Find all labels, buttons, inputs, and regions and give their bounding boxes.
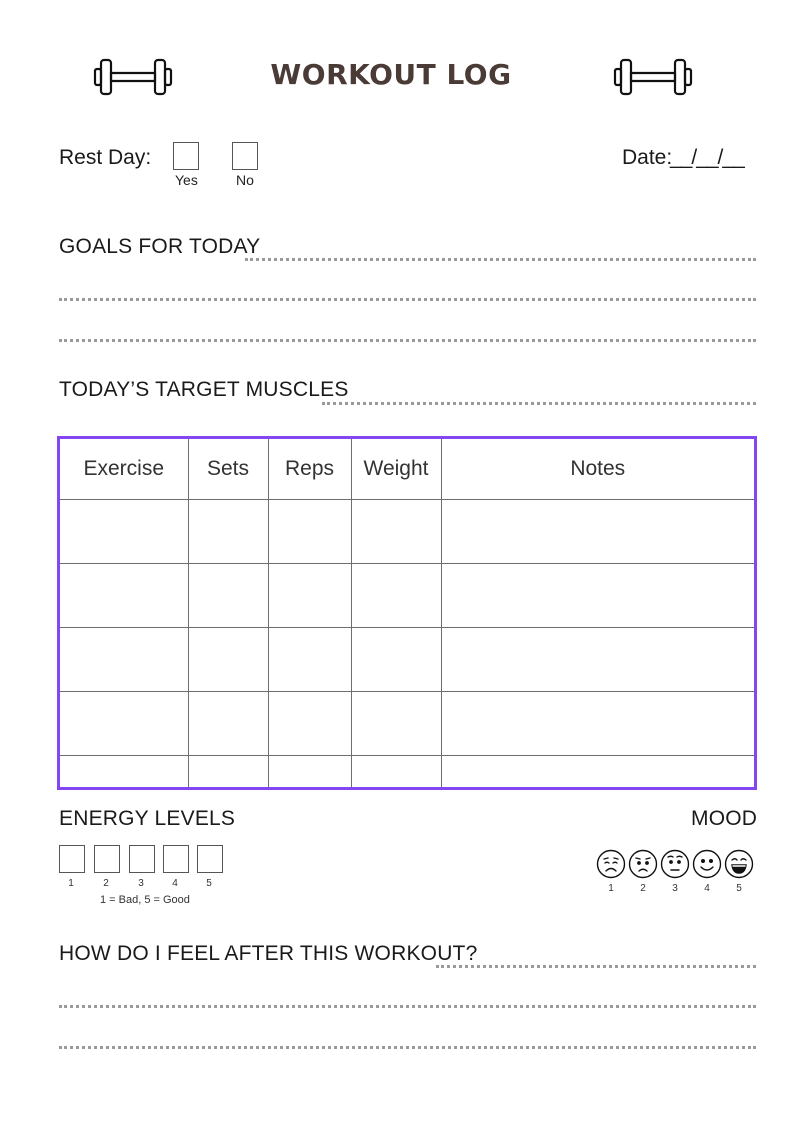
- table-row: [60, 563, 754, 627]
- notes-cell[interactable]: [441, 691, 754, 755]
- mood-label: MOOD: [691, 807, 758, 830]
- reps-cell[interactable]: [268, 563, 351, 627]
- smile-face-icon[interactable]: [692, 849, 722, 879]
- goals-label: GOALS FOR TODAY: [59, 235, 261, 258]
- goals-line-1[interactable]: [245, 258, 756, 261]
- target-muscles-line[interactable]: [322, 402, 756, 405]
- rest-day-no-label: No: [236, 172, 254, 188]
- energy-levels-label: ENERGY LEVELS: [59, 807, 236, 830]
- notes-cell[interactable]: [441, 627, 754, 691]
- neutral-face-icon[interactable]: [660, 849, 690, 879]
- table-row: [60, 500, 754, 564]
- energy-scale-label: 4: [172, 878, 178, 889]
- reps-cell[interactable]: [268, 755, 351, 787]
- table-row: [60, 755, 754, 787]
- table-row: [60, 627, 754, 691]
- dumbbell-icon: [613, 56, 693, 98]
- exercise-cell[interactable]: [60, 627, 188, 691]
- column-header-reps: Reps: [268, 439, 351, 500]
- energy-scale-label: 5: [206, 878, 212, 889]
- sets-cell[interactable]: [188, 691, 268, 755]
- mood-scale-label: 4: [704, 883, 710, 894]
- exercise-cell[interactable]: [60, 755, 188, 787]
- workout-log-table: [57, 436, 757, 790]
- reps-cell[interactable]: [268, 691, 351, 755]
- energy-scale-note: 1 = Bad, 5 = Good: [100, 894, 190, 906]
- mood-scale-label: 2: [640, 883, 646, 894]
- table-row: [60, 691, 754, 755]
- energy-level-4-box[interactable]: [163, 845, 189, 873]
- notes-cell[interactable]: [441, 755, 754, 787]
- energy-scale-label: 3: [138, 878, 144, 889]
- energy-scale-label: 1: [68, 878, 74, 889]
- column-header-weight: Weight: [351, 439, 441, 500]
- rest-day-yes-label: Yes: [175, 172, 198, 188]
- after-workout-line-1[interactable]: [436, 965, 756, 968]
- exercise-cell[interactable]: [60, 500, 188, 564]
- page-title: WORKOUT LOG: [270, 58, 512, 91]
- energy-level-5-box[interactable]: [197, 845, 223, 873]
- column-header-notes: Notes: [441, 439, 754, 500]
- after-workout-label: HOW DO I FEEL AFTER THIS WORKOUT?: [59, 942, 478, 965]
- exercise-cell[interactable]: [60, 563, 188, 627]
- target-muscles-label: TODAY’S TARGET MUSCLES: [59, 378, 349, 401]
- reps-cell[interactable]: [268, 627, 351, 691]
- notes-cell[interactable]: [441, 563, 754, 627]
- weight-cell[interactable]: [351, 627, 441, 691]
- rest-day-yes-checkbox[interactable]: [173, 142, 199, 170]
- weight-cell[interactable]: [351, 755, 441, 787]
- energy-level-1-box[interactable]: [59, 845, 85, 873]
- column-header-exercise: Exercise: [60, 439, 188, 500]
- mood-scale-label: 5: [736, 883, 742, 894]
- energy-level-3-box[interactable]: [129, 845, 155, 873]
- sets-cell[interactable]: [188, 563, 268, 627]
- date-field[interactable]: __/__/__: [670, 146, 744, 169]
- date-label: Date:: [622, 146, 673, 169]
- goals-line-2[interactable]: [59, 298, 756, 301]
- after-workout-line-3[interactable]: [59, 1046, 756, 1049]
- rest-day-label: Rest Day:: [59, 146, 152, 169]
- exercise-cell[interactable]: [60, 691, 188, 755]
- sets-cell[interactable]: [188, 627, 268, 691]
- grin-face-icon[interactable]: [724, 849, 754, 879]
- weight-cell[interactable]: [351, 563, 441, 627]
- notes-cell[interactable]: [441, 500, 754, 564]
- rest-day-no-checkbox[interactable]: [232, 142, 258, 170]
- mood-scale-label: 3: [672, 883, 678, 894]
- after-workout-line-2[interactable]: [59, 1005, 756, 1008]
- energy-scale-label: 2: [103, 878, 109, 889]
- worried-face-icon[interactable]: [628, 849, 658, 879]
- weight-cell[interactable]: [351, 500, 441, 564]
- sets-cell[interactable]: [188, 500, 268, 564]
- goals-line-3[interactable]: [59, 339, 756, 342]
- table-header-row: [60, 439, 754, 500]
- column-header-sets: Sets: [188, 439, 268, 500]
- reps-cell[interactable]: [268, 500, 351, 564]
- sad-face-icon[interactable]: [596, 849, 626, 879]
- energy-level-2-box[interactable]: [94, 845, 120, 873]
- sets-cell[interactable]: [188, 755, 268, 787]
- mood-scale-label: 1: [608, 883, 614, 894]
- weight-cell[interactable]: [351, 691, 441, 755]
